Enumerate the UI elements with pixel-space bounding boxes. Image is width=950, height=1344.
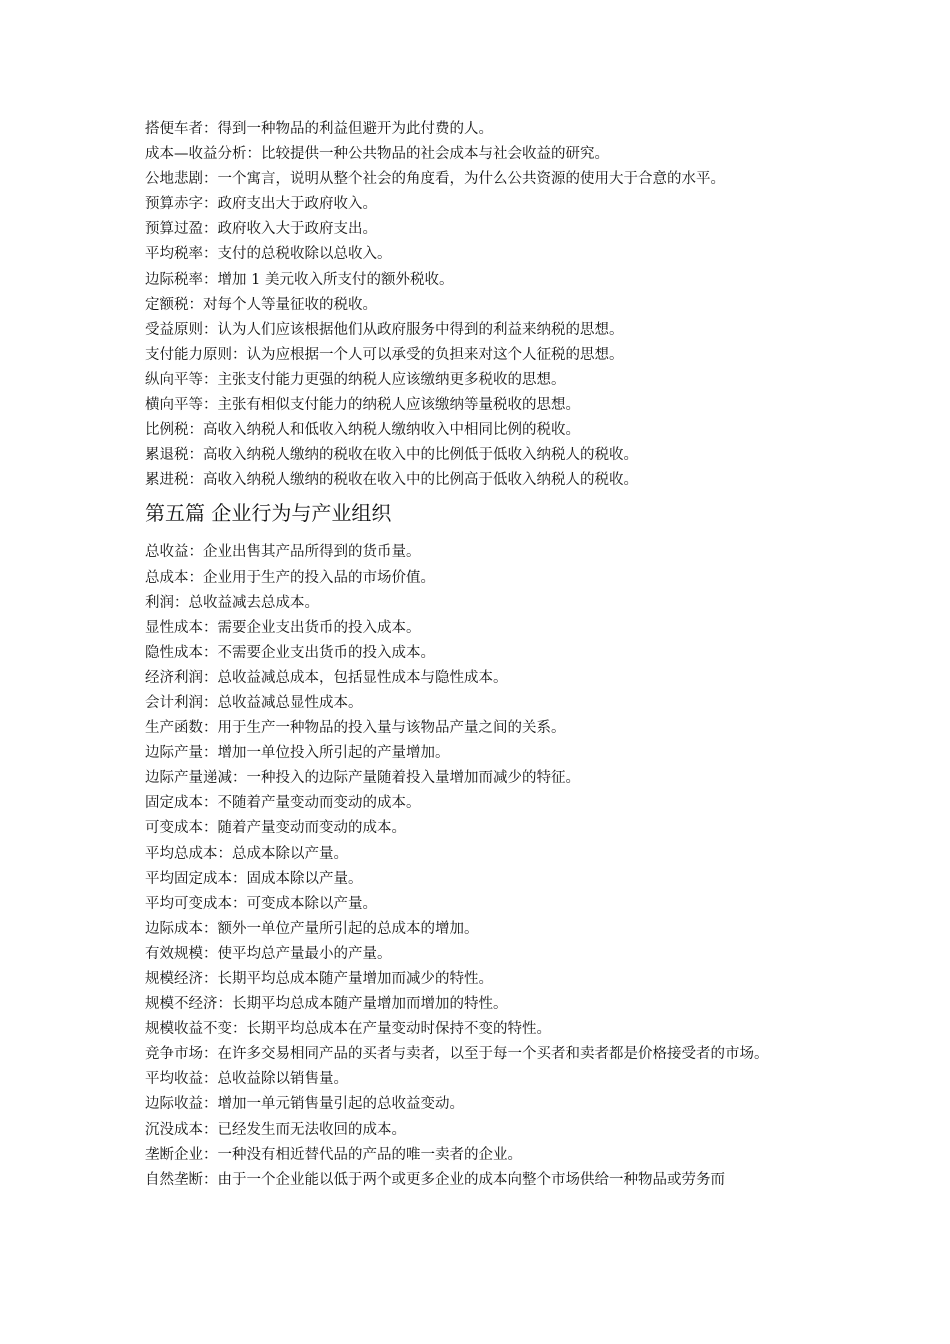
glossary-entry: 纵向平等：主张支付能力更强的纳税人应该缴纳更多税收的思想。 [145,371,566,388]
glossary-entry: 搭便车者：得到一种物品的利益但避开为此付费的人。 [145,121,493,137]
glossary-entry: 规模收益不变：长期平均总成本在产量变动时保持不变的特性。 [145,1021,551,1038]
glossary-entry: 平均固定成本：固成本除以产量。 [145,870,363,887]
glossary-entry: 固定成本：不随着产量变动而变动的成本。 [145,795,421,812]
glossary-entry: 边际税率：增加 1 美元收入所支付的额外税收。 [145,271,454,288]
glossary-entry: 平均收益：总收益除以销售量。 [145,1071,348,1088]
glossary-entry: 规模经济：长期平均总成本随产量增加而减少的特性。 [145,971,493,987]
glossary-entry: 可变成本：随着产量变动而变动的成本。 [145,820,406,837]
glossary-entry: 会计利润：总收益减总显性成本。 [145,694,363,711]
glossary-entry: 平均可变成本：可变成本除以产量。 [145,895,377,912]
section-heading: 第五篇 企业行为与产业组织 [145,501,392,526]
glossary-entry: 垄断企业：一种没有相近替代品的产品的唯一卖者的企业。 [145,1146,522,1163]
glossary-section-firm-behavior [145,540,815,1192]
glossary-entry: 竞争市场：在许多交易相同产品的买者与卖者，以至于每一个买者和卖者都是价格接受者的市场。 [145,1046,769,1063]
glossary-entry: 预算赤字：政府支出大于政府收入。 [145,196,377,213]
glossary-entry: 显性成本：需要企业支出货币的投入成本。 [145,619,421,636]
glossary-entry: 支付能力原则：认为应根据一个人可以承受的负担来对这个人征税的思想。 [145,346,624,363]
glossary-entry: 累退税：高收入纳税人缴纳的税收在收入中的比例低于低收入纳税人的税收。 [145,447,638,464]
glossary-entry: 定额税：对每个人等量征收的税收。 [145,296,377,313]
glossary-entry: 边际收益：增加一单元销售量引起的总收益变动。 [145,1096,464,1113]
glossary-entry: 自然垄断：由于一个企业能以低于两个或更多企业的成本向整个市场供给一种物品或劳务而 [145,1171,725,1188]
glossary-entry: 成本—收益分析：比较提供一种公共物品的社会成本与社会收益的研究。 [145,146,609,163]
glossary-entry: 比例税：高收入纳税人和低收入纳税人缴纳收入中相同比例的税收。 [145,422,580,439]
glossary-entry: 规模不经济：长期平均总成本随产量增加而增加的特性。 [145,996,508,1013]
glossary-entry: 总收益：企业出售其产品所得到的货币量。 [145,544,421,561]
glossary-entry: 平均总成本：总成本除以产量。 [145,845,348,862]
glossary-entry: 隐性成本：不需要企业支出货币的投入成本。 [145,644,435,661]
glossary-entry: 沉没成本：已经发生而无法收回的成本。 [145,1121,406,1138]
glossary-entry: 有效规模：使平均总产量最小的产量。 [145,945,392,962]
glossary-entry: 生产函数：用于生产一种物品的投入量与该物品产量之间的关系。 [145,720,566,737]
glossary-entry: 总成本：企业用于生产的投入品的市场价值。 [145,569,435,586]
glossary-entry: 边际产量：增加一单位投入所引起的产量增加。 [145,745,450,762]
glossary-entry: 利润：总收益减去总成本。 [145,594,319,611]
document-page [145,117,815,1193]
glossary-entry: 横向平等：主张有相似支付能力的纳税人应该缴纳等量税收的思想。 [145,397,580,414]
glossary-entry: 平均税率：支付的总税收除以总收入。 [145,246,392,263]
glossary-section-public-finance [145,117,815,493]
glossary-entry: 边际成本：额外一单位产量所引起的总成本的增加。 [145,920,479,937]
glossary-entry: 受益原则：认为人们应该根据他们从政府服务中得到的利益来纳税的思想。 [145,321,624,338]
glossary-entry: 预算过盈：政府收入大于政府支出。 [145,221,377,238]
glossary-entry: 累进税：高收入纳税人缴纳的税收在收入中的比例高于低收入纳税人的税收。 [145,472,638,489]
glossary-entry: 公地悲剧：一个寓言，说明从整个社会的角度看，为什么公共资源的使用大于合意的水平。 [145,171,725,188]
glossary-entry: 边际产量递减：一种投入的边际产量随着投入量增加而减少的特征。 [145,770,580,787]
glossary-entry: 经济利润：总收益减总成本，包括显性成本与隐性成本。 [145,669,508,686]
